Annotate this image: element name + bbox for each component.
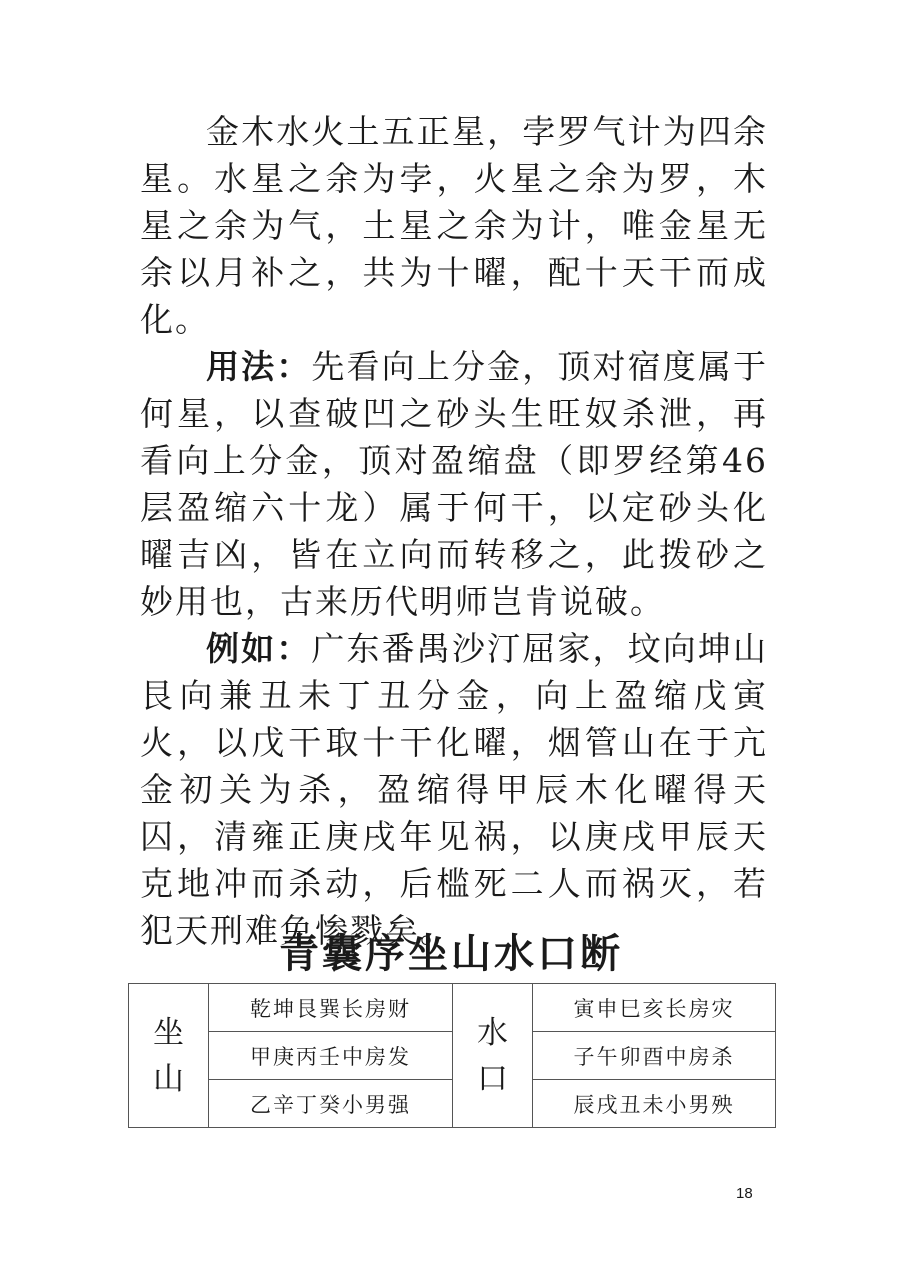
right-cell: 子午卯酉中房杀: [533, 1032, 776, 1080]
right-header: 水口: [477, 1014, 508, 1097]
right-cell: 寅申巳亥长房灾: [533, 984, 776, 1032]
sitting-mountain-water-outlet-table: [128, 983, 776, 1128]
left-cell: 甲庚丙壬中房发: [209, 1032, 453, 1080]
section-title: 青囊序坐山水口断: [279, 930, 623, 977]
page-number: 18: [736, 1185, 753, 1202]
right-cell: 辰戌丑未小男殃: [533, 1080, 776, 1128]
left-header: 坐山: [153, 1014, 184, 1097]
paragraph-lead: 用法：: [206, 347, 312, 386]
table-row: [129, 1032, 776, 1080]
body-text: [140, 108, 768, 954]
table-row: [129, 1080, 776, 1128]
paragraph-text: 金木水火土五正星，孛罗气计为四余星。水星之余为孛，火星之余为罗，木星之余为气，土星之余为计，唯金星无余以月补之，共为十曜，配十天干而成化。: [140, 112, 768, 339]
paragraph-stars: [140, 108, 768, 343]
paragraph-example: [140, 625, 768, 954]
paragraph-lead: 例如：: [206, 629, 312, 668]
paragraph-text: 广东番禺沙汀屈家，坟向坤山艮向兼丑未丁丑分金，向上盈缩戊寅火，以戊干取十干化曜，烟管山在于亢金初关为杀，盈缩得甲辰木化曜得天囚，清雍正庚戌年见祸，以庚戌甲辰天克地冲而杀动，后槛死二人而祸灭，若犯天刑难免惨戮矣。: [140, 629, 769, 950]
left-cell: 乙辛丁癸小男强: [209, 1080, 453, 1128]
paragraph-usage: [140, 343, 768, 625]
right-header-cell: [453, 984, 533, 1128]
table-row: [129, 984, 776, 1032]
left-cell: 乾坤艮巽长房财: [209, 984, 453, 1032]
paragraph-text: 先看向上分金，顶对宿度属于何星，以查破凹之砂头生旺奴杀泄，再看向上分金，顶对盈缩盘（即罗经第46层盈缩六十龙）属于何干，以定砂头化曜吉凶，皆在立向而转移之，此拨砂之妙用也，古来历代明师岂肯说破。: [140, 347, 769, 621]
left-header-cell: [129, 984, 209, 1128]
